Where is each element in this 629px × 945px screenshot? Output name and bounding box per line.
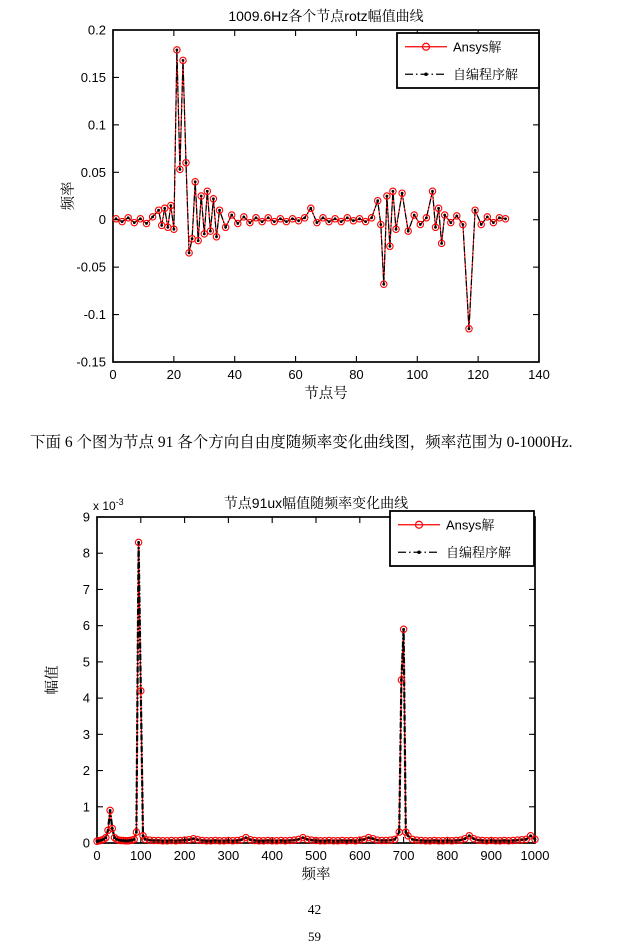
data-point-dot	[206, 190, 209, 193]
x-tick-label: 700	[392, 848, 415, 863]
data-point-dot	[363, 838, 366, 841]
legend-label: Ansys解	[453, 39, 502, 55]
data-point-dot	[442, 839, 445, 842]
data-point-dot	[291, 217, 294, 220]
data-point-dot	[218, 209, 221, 212]
data-point-dot	[121, 220, 124, 223]
series-line	[97, 542, 535, 841]
data-point-dot	[492, 221, 495, 224]
data-point-dot	[303, 216, 306, 219]
data-point-dot	[111, 827, 114, 830]
data-point-dot	[350, 839, 353, 842]
x-tick-label: 900	[480, 848, 503, 863]
data-point-dot	[323, 839, 326, 842]
data-point-dot	[385, 839, 388, 842]
data-point-dot	[443, 214, 446, 217]
data-point-dot	[163, 207, 166, 210]
x-tick-label: 100	[129, 848, 152, 863]
data-point-dot	[477, 839, 480, 842]
data-point-dot	[372, 837, 375, 840]
legend-label: Ansys解	[446, 517, 495, 533]
data-point-dot	[297, 838, 300, 841]
data-point-dot	[271, 839, 274, 842]
y-tick-label: 5	[82, 654, 90, 670]
y-tick-label: 0	[82, 835, 90, 851]
data-point-dot	[194, 180, 197, 183]
data-point-dot	[227, 839, 230, 842]
data-point-dot	[446, 839, 449, 842]
data-point-dot	[485, 839, 488, 842]
legend-marker	[424, 72, 428, 76]
data-point-dot	[267, 216, 270, 219]
data-point-dot	[534, 838, 537, 841]
data-point-dot	[486, 216, 489, 219]
data-point-dot	[376, 199, 379, 202]
data-point-dot	[183, 839, 186, 842]
data-point-dot	[437, 207, 440, 210]
data-point-dot	[449, 221, 452, 224]
data-point-dot	[413, 214, 416, 217]
data-point-dot	[297, 219, 300, 222]
y-tick-label: 1	[82, 799, 90, 815]
data-point-dot	[464, 837, 467, 840]
data-point-dot	[431, 190, 434, 193]
data-point-dot	[337, 839, 340, 842]
rotz-amplitude-chart	[55, 5, 555, 413]
data-point-dot	[170, 839, 173, 842]
data-point-dot	[481, 839, 484, 842]
data-point-dot	[135, 831, 138, 834]
x-axis-label: 频率	[301, 867, 331, 883]
data-point-dot	[173, 228, 176, 231]
x-tick-label: 120	[467, 367, 489, 382]
x-tick-label: 60	[288, 367, 303, 382]
data-point-dot	[425, 216, 428, 219]
data-point-dot	[319, 839, 322, 842]
data-point-dot	[315, 839, 318, 842]
data-point-dot	[133, 221, 136, 224]
data-point-dot	[249, 838, 252, 841]
body-paragraph: 下面 6 个图为节点 91 各个方向自由度随频率变化曲线图，频率范围为 0-1000Hz.	[30, 433, 573, 451]
data-point-dot	[404, 831, 407, 834]
data-point-dot	[209, 230, 212, 233]
data-point-dot	[392, 190, 395, 193]
y-tick-label: 7	[82, 581, 90, 597]
data-point-dot	[261, 220, 264, 223]
data-point-dot	[166, 226, 169, 229]
data-point-dot	[212, 197, 215, 200]
data-point-dot	[280, 839, 283, 842]
series-line	[97, 542, 535, 841]
y-tick-label: 6	[82, 618, 90, 634]
data-point-dot	[109, 809, 112, 812]
series-line	[116, 50, 506, 329]
data-point-dot	[358, 217, 361, 220]
data-point-dot	[258, 839, 261, 842]
data-point-dot	[474, 209, 477, 212]
chart-title: 节点91ux幅值随频率变化曲线	[223, 495, 409, 511]
data-point-dot	[161, 839, 164, 842]
y-tick-label: 8	[82, 545, 90, 561]
data-point-dot	[179, 168, 182, 171]
data-point-dot	[401, 192, 404, 195]
data-point-dot	[420, 839, 423, 842]
data-point-dot	[459, 839, 462, 842]
data-point-dot	[507, 839, 510, 842]
x-tick-label: 400	[261, 848, 284, 863]
data-point-dot	[160, 224, 163, 227]
data-point-dot	[255, 216, 258, 219]
data-point-dot	[139, 217, 142, 220]
data-point-dot	[309, 207, 312, 210]
data-point-dot	[179, 839, 182, 842]
x-tick-label: 100	[406, 367, 429, 382]
data-point-dot	[328, 220, 331, 223]
y-tick-label: -0.15	[76, 354, 106, 370]
y-tick-label: 0.15	[80, 69, 106, 85]
legend-label: 自编程序解	[446, 544, 512, 560]
data-point-dot	[142, 834, 145, 837]
y-scale-label: x $10^{-3}$	[93, 497, 124, 513]
data-point-dot	[411, 838, 414, 841]
data-point-dot	[266, 839, 269, 842]
x-tick-label: 200	[173, 848, 196, 863]
data-point-dot	[245, 836, 248, 839]
data-point-dot	[240, 838, 243, 841]
data-point-dot	[306, 838, 309, 841]
data-point-dot	[185, 161, 188, 164]
data-point-dot	[218, 839, 221, 842]
data-point-dot	[440, 242, 443, 245]
data-point-dot	[275, 839, 278, 842]
data-point-dot	[151, 216, 154, 219]
y-tick-label: 2	[82, 763, 90, 779]
data-point-dot	[525, 838, 528, 841]
data-point-dot	[182, 59, 185, 62]
page-number: 42	[307, 902, 322, 917]
x-tick-label: 800	[436, 848, 459, 863]
data-point-dot	[367, 836, 370, 839]
data-point-dot	[166, 839, 169, 842]
y-tick-label: 3	[82, 726, 90, 742]
data-point-dot	[153, 839, 156, 842]
data-point-dot	[379, 223, 382, 226]
x-tick-label: 40	[227, 367, 242, 382]
data-point-dot	[389, 839, 392, 842]
data-point-dot	[115, 217, 118, 220]
x-tick-label: 0	[109, 367, 117, 382]
y-tick-label: 4	[82, 690, 90, 706]
y-tick-label: 9	[82, 509, 90, 525]
data-point-dot	[188, 252, 191, 255]
data-point-dot	[424, 839, 427, 842]
x-tick-label: 140	[528, 367, 550, 382]
y-tick-label: 0	[98, 212, 106, 228]
data-point-dot	[104, 836, 107, 839]
x-tick-label: 500	[305, 848, 327, 863]
data-point-dot	[498, 216, 501, 219]
data-point-dot	[310, 839, 313, 842]
data-point-dot	[191, 237, 194, 240]
data-point-dot	[504, 217, 507, 220]
legend-marker	[417, 550, 421, 554]
data-point-dot	[529, 834, 532, 837]
y-tick-label: -0.05	[76, 259, 106, 275]
data-point-dot	[341, 839, 344, 842]
data-point-dot	[285, 220, 288, 223]
data-point-dot	[521, 838, 524, 841]
data-point-dot	[133, 838, 136, 841]
data-point-dot	[224, 226, 227, 229]
y-tick-label: -0.1	[83, 307, 106, 323]
data-point-dot	[358, 839, 361, 842]
data-point-dot	[223, 839, 226, 842]
data-point-dot	[455, 215, 458, 218]
x-tick-label: 0	[93, 848, 101, 863]
x-tick-label: 20	[166, 367, 182, 382]
data-point-dot	[273, 220, 276, 223]
x-tick-label: 1000	[520, 848, 550, 863]
data-point-dot	[249, 221, 252, 224]
data-point-dot	[148, 839, 151, 842]
data-point-dot	[188, 838, 191, 841]
data-point-dot	[516, 839, 519, 842]
y-axis-label: 频率	[61, 181, 77, 211]
clipped-footer-text: 59	[308, 929, 321, 944]
x-axis-label: 节点号	[304, 386, 348, 402]
data-point-dot	[205, 839, 208, 842]
data-point-dot	[157, 839, 160, 842]
data-point-dot	[176, 49, 179, 52]
data-point-dot	[231, 839, 234, 842]
data-point-dot	[192, 837, 195, 840]
data-point-dot	[279, 217, 282, 220]
data-point-dot	[455, 839, 458, 842]
data-point-dot	[113, 836, 116, 839]
data-point-dot	[415, 839, 418, 842]
data-point-dot	[236, 839, 239, 842]
data-point-dot	[137, 541, 140, 544]
data-point-dot	[376, 839, 379, 842]
data-point-dot	[395, 228, 398, 231]
data-point-dot	[468, 834, 471, 837]
data-point-dot	[293, 839, 296, 842]
data-point-dot	[196, 838, 199, 841]
data-point-dot	[284, 839, 287, 842]
data-point-dot	[201, 839, 204, 842]
x-tick-label: 300	[217, 848, 240, 863]
data-point-dot	[139, 690, 142, 693]
data-point-dot	[102, 838, 105, 841]
data-point-dot	[490, 839, 493, 842]
data-point-dot	[386, 195, 389, 198]
x-tick-label: 80	[349, 367, 364, 382]
data-point-dot	[203, 233, 206, 236]
data-point-dot	[169, 204, 172, 207]
data-point-dot	[364, 220, 367, 223]
data-point-dot	[472, 837, 475, 840]
y-axis-label: 幅值	[45, 665, 61, 695]
data-point-dot	[433, 839, 436, 842]
data-point-dot	[494, 839, 497, 842]
data-point-dot	[429, 839, 432, 842]
data-point-dot	[302, 836, 305, 839]
data-point-dot	[512, 839, 515, 842]
data-point-dot	[393, 838, 396, 841]
data-point-dot	[462, 223, 465, 226]
data-point-dot	[370, 216, 373, 219]
data-point-dot	[214, 839, 217, 842]
data-point-dot	[145, 222, 148, 225]
data-point-dot	[334, 217, 337, 220]
data-point-dot	[200, 195, 203, 198]
ux-amplitude-chart	[40, 490, 565, 890]
y-tick-label: 0.2	[87, 22, 106, 38]
data-point-dot	[434, 226, 437, 229]
data-point-dot	[262, 839, 265, 842]
y-tick-label: 0.05	[80, 164, 106, 180]
legend-label: 自编程序解	[453, 66, 519, 82]
data-point-dot	[242, 216, 245, 219]
data-point-dot	[468, 327, 471, 330]
data-point-dot	[345, 839, 348, 842]
data-point-dot	[398, 831, 401, 834]
data-point-dot	[382, 283, 385, 286]
x-tick-label: 600	[348, 848, 371, 863]
data-point-dot	[288, 839, 291, 842]
data-point-dot	[236, 222, 239, 225]
data-point-dot	[340, 220, 343, 223]
data-point-dot	[230, 214, 233, 217]
data-point-dot	[127, 216, 130, 219]
data-point-dot	[174, 839, 177, 842]
data-point-dot	[389, 245, 392, 248]
data-point-dot	[316, 221, 319, 224]
data-point-dot	[380, 839, 383, 842]
data-point-dot	[437, 839, 440, 842]
chart-title: 1009.6Hz各个节点rotz幅值曲线	[228, 8, 424, 24]
data-point-dot	[210, 839, 213, 842]
data-point-dot	[402, 628, 405, 631]
data-point-dot	[322, 216, 325, 219]
data-point-dot	[107, 829, 110, 832]
data-point-dot	[352, 219, 355, 222]
data-point-dot	[144, 838, 147, 841]
data-point-dot	[354, 839, 357, 842]
data-point-dot	[407, 834, 410, 837]
data-point-dot	[328, 839, 331, 842]
data-point-dot	[499, 839, 502, 842]
data-point-dot	[253, 839, 256, 842]
data-point-dot	[400, 679, 403, 682]
data-point-dot	[503, 839, 506, 842]
data-point-dot	[450, 839, 453, 842]
data-point-dot	[346, 216, 349, 219]
data-point-dot	[332, 839, 335, 842]
data-point-dot	[197, 239, 200, 242]
y-tick-label: 0.1	[87, 117, 106, 133]
data-point-dot	[480, 223, 483, 226]
data-point-dot	[215, 235, 218, 238]
data-point-dot	[419, 223, 422, 226]
data-point-dot	[407, 230, 410, 233]
data-point-dot	[157, 209, 160, 212]
